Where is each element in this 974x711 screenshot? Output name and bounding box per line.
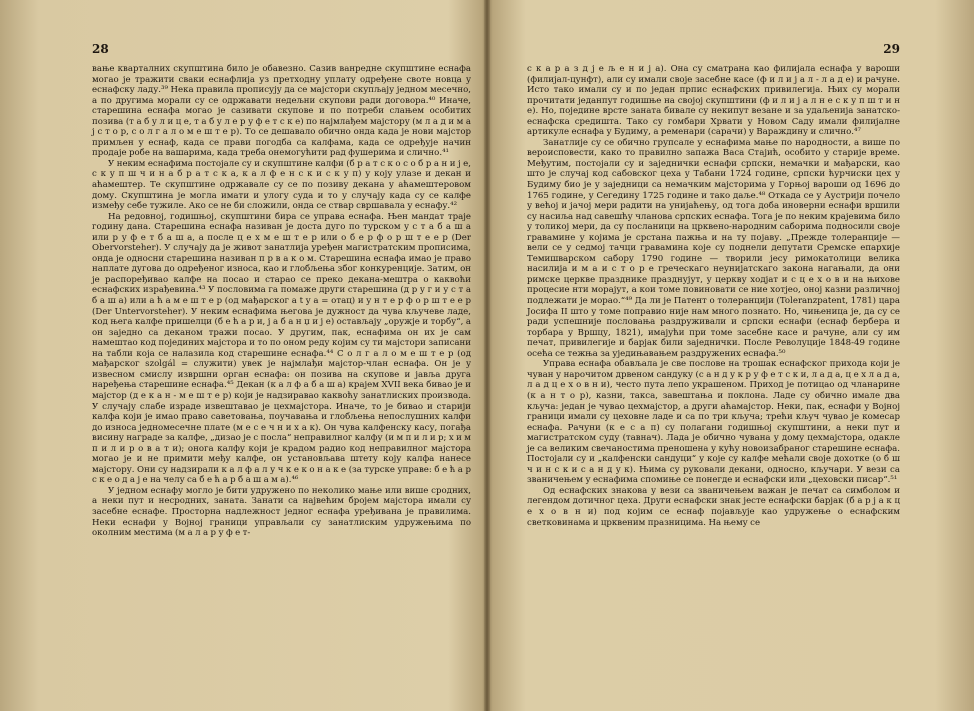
paragraph: У једном еснафу могло је бити удружено по неколико мање или више сродних, а неки пут и несродних, заната. Занати са највећим бројем мајстора имали су засебне еснафе. Просторна надлежност једног еснафа уређивана је правилима. Неки еснафи у Војној граници управљали су занатлиским удружењима по околним местима (м а л а р у ф е т- (92, 485, 471, 539)
paragraph: с к а р а з д ј е љ е н и ј а). Она су сматрана као филијала еснафа у вароши (филијал-цунфт), али су имали своје засебне касе (ф и л и ј а л - л а д е) и рачуне. Исто тако имали су и по један прпис еснафских привилегија. Њих су морали прочитати једанпут годишње на својој скупштини (ф и л и ј а л н е с к у п ш т и н е). Но, поједине врсте заната бивале су некипут везане и за удаљенија занатско-еснафска средишта. Тако су гомбари Хрвати у Новом Саду имали филијалне артикуле еснафа у Будиму, а ременари (сарачи) у Вараждину и слично.⁴⁷ (527, 64, 900, 138)
right-page-text (527, 64, 900, 528)
page-number-left: 28 (92, 42, 109, 56)
paragraph: Управа еснафа обављала је све послове на трошак еснафског прихода који је чуван у нарочитом дрвеном сандуку (с а н д у к р у ф е т с к и, л а д а, ц е х л а д а, л а д ц е х о в н и), често пута лепо украшеном. Приход је потицао од чланарине (к а н т о р), казни, такса, завештања и поклона. Ладе су обично имале два кључа: један је чувао цехмајстор, а други аћамајстор. Неки, пак, еснафи у Војној граници имали су цеховне ладе и са по три кључа; трећи кључ чувао је комесар еснафа. Рачуни (к е с а п) су полагани годишњој скупштини, а неки пут и магистратском суду (тавнач). Лада је обично чувана у дому цехмајстора, одакле је са великим свечаностима преношена у кућу новоизабраног старешине еснафа. Постојали су и „калфенски сандуци“ у које су калфе мећали своје дохотке (о б ш ч и н с к и с а н д у к). Њима су руковали декани, односно, кључари. У вези са званичењем у еснафима спомиње се понегде и еснафски или „цеховски писар“.⁵¹ (527, 359, 900, 486)
left-page-text (92, 64, 471, 539)
right-page (487, 0, 974, 711)
paragraph: вање кварталних скупштина било је обавезно. Сазив ванредне скупштине еснафа могао је тражити сваки еснафлија уз претходну уплату одређене своте новца у еснафску ладу.³⁹ Нека правила прописују да се мајстори скупљају једном месечно, а по другима морали су се одржавати недељни скупови ради договора.⁴⁰ Иначе, старешина еснафа могао је сазивати скупове и по потреби слањем особитих позива (т а б у л и ц е, т а б у л е р у ф е т с к е) по најмлађем мајстору (м л а д и м а ј с т о р, с о л г а л о м е ш т е р). То се дешавало обично онда када је нови мајстор примљен у еснаф, када се прави погодба са калфама, када се одређује начин продаје робе на вашарима, када треба онемогућити рад фушерима и слично.⁴¹ (92, 64, 471, 159)
page-number-right: 29 (883, 42, 900, 56)
paragraph: Од еснафских знакова у вези са званичењем важан је печат са симболом и легендом дотичног цеха. Други еснафски знак јесте еснафски барјак (б а р ј а к ц е х о в н и) под којим се еснаф појављује као удружење о еснафским светковинама и црквеним празницима. На њему се (527, 485, 900, 528)
paragraph: У неким еснафима постојале су и скупштине калфи (б р а т с к о с о б р а н и ј е, с к у п ш ч и н а б р а т с к а, к а л ф е н с к и с к у п) у коју улазе и декан и аћамештер. Те скупштине одржавале су се по позиву декана у аћамештеровом дому. Скупштина је могла имати и улогу суда и то у случају када су се калфе између себе тужиле. Ако се не би сложили, онда се ствар свршавала у еснафу.⁴² (92, 158, 471, 212)
paragraph: Занатлије су се обично групсале у еснафима мање по народности, а више по вероисповести, како то правилно запажа Васа Стајић, особито у старије време. Међутим, постојали су и заједнички еснафи српски, немачки и мађарски, као што је случај код сабовског цеха у Табани 1724 године, српски ћурчиски цех у Будиму био је у заједници са немачким мајсторима у Горњој вароши од 1696 до 1765 године, у Сегедину 1725 године и тако даље.⁴⁸ Откада се у Аустрији почело у већој и јачој мери радити на унијаћењу, од тога доба иноверни еснафи вршили су насиља над савешћу чланова српских еснафа. Тога је по неким крајевима било у толикој мери, да су посланици на црквено-народним саборима подносили своје гравамине у којима је срстана пажња и на ту појаву. „Прежде толеранције — вели се у седмој тачци гравамина које су поднели депутати Сремске епархије Темишварском сабору 1790 године — творили јесу римокатолици велика насилија и м а и с т о р е греческаго неунијатскаго закона нагањали, да они римске церкве празднике празднујут, у церкву ходјат и с ц е х о в и на њихове процесие нти морајут, а кои томе повиновати се ние хотјео, оној казни различној подлежати је морао.“⁴⁹ Да ли је Патент о толеранцији (Toleranzpatent, 1781) цара Јосифа II што у томе поправио није нам много познато. Но, чињеница је, да су се ради успешније пословања раздруживали и српски еснафи (еснаф бербера и торбара у Вршцу, 1821), имајући при томе засебне касе и рачуне, али су им печат, привилегије и барјак били заједнички. После Револуције 1848-49 године осећа се тежња за уједињавањем раздружених еснафа.⁵⁰ (527, 137, 900, 359)
paragraph: На редовној, годишњој, скупштини бира се управа еснафа. Њен мандат траје годину дана. Старешина еснафа називан је доста дуго по турском у с т а б а ш а или р у ф е т б а ш а, а после ц е х м е ш т е р или о б е р ф о р ш т е е р (Der Obervorsteher). У случају да је живот занатлија уређен магистратским прописима, онда је односни старешина називан п р в а к о м. Старешина еснафа имао је право наплате дугова до одређеног износа, као и глобљења због конкуренције. Затим, он је распоређивао калфе на посао и старао се преко декана-мештра о каквоћи еснафских израђевина.⁴³ У пословима га помаже други старешина (д р у г и у с т а б а ш а) или а ћ а м е ш т е р (од мађарског a t y a = отац) и у н т е р ф о р ш т е е р (Der Untervorsteher). У неким еснафима његова је дужност да чува кључеве ладе, код њега калфе пришелци (б е ћ а р и, ј а б а н џ и ј е) остављају „оружје и торбу“, а он заједно са деканом тражи посао. У другим, пак, еснафима он их је сам намештао код појединих мајстора и то по оном реду којим су ти мајстори записани на табли која се налазила код старешине еснафа.⁴⁴ С о л г а л о м е ш т е р (од мађарског szolgál = служити) увек је најмлађи мајстор-члан еснафа. Он је у извесном смислу извршни орган еснафа: он позива на скупове и јавља друга наређења старешине еснафа.⁴⁵ Декан (к а л ф а б а ш а) крајем XVII века бивао је и мајстор (д е к а н - м е ш т е р) који је надзиравао каквоћу занатлиских производа. У случају слабе израде извештавао је цехмајстора. Иначе, то је бивао и старији калфа који је имао право саветовања, поучавања и глобљења непослушних калфи до износа једномесечне плате (м е с е ч н и х а к). Он чува калфенску касу, погађа висину награде за калфе, „дизао је с посла“ неправилног калфу (и м п и л и р; х и м п и л и р о в а т и); онога калфу који је крадом радио код неправилног мајстора могао је и не примити међу калфе, он установљава штету коју калфа нанесе мајстору. Они су надзирали к а л ф а л у ч к е к о н а к е (за турске управе: б е ћ а р с к е о д а ј е на челу са б е ћ а р б а ш а м а).⁴⁶ (92, 211, 471, 486)
